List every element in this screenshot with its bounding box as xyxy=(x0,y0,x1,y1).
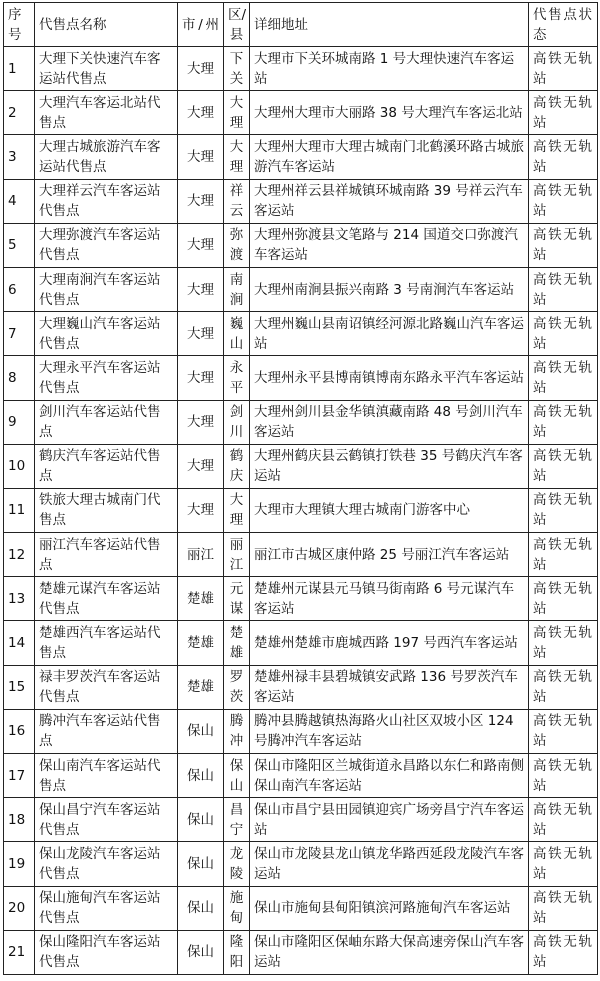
table-row xyxy=(4,312,598,356)
cell-address: 大理市大理镇大理古城南门游客中心 xyxy=(250,488,529,532)
table-row xyxy=(4,400,598,444)
cell-no: 19 xyxy=(4,842,35,886)
cell-status: 高铁无轨站 xyxy=(529,444,598,488)
cell-city: 大理 xyxy=(178,135,224,179)
cell-no: 4 xyxy=(4,179,35,223)
header-no: 序号 xyxy=(4,3,35,47)
table-row xyxy=(4,179,598,223)
cell-address: 楚雄州元谋县元马镇马街南路 6 号元谋汽车客运站 xyxy=(250,577,529,621)
cell-district: 昌宁 xyxy=(224,798,250,842)
cell-status: 高铁无轨站 xyxy=(529,842,598,886)
cell-name: 保山施甸汽车客运站代售点 xyxy=(35,886,178,930)
cell-address: 楚雄州禄丰县碧城镇安武路 136 号罗茨汽车客运站 xyxy=(250,665,529,709)
cell-district: 隆阳 xyxy=(224,930,250,974)
cell-city: 保山 xyxy=(178,930,224,974)
cell-district: 元谋 xyxy=(224,577,250,621)
cell-no: 7 xyxy=(4,312,35,356)
cell-status: 高铁无轨站 xyxy=(529,798,598,842)
cell-name: 大理弥渡汽车客运站代售点 xyxy=(35,223,178,267)
cell-name: 保山隆阳汽车客运站代售点 xyxy=(35,930,178,974)
table-row xyxy=(4,91,598,135)
cell-city: 大理 xyxy=(178,267,224,311)
cell-address: 大理州大理市大理古城南门北鹤溪环路古城旅游汽车客运站 xyxy=(250,135,529,179)
table-row xyxy=(4,135,598,179)
cell-city: 大理 xyxy=(178,400,224,444)
cell-district: 大理 xyxy=(224,91,250,135)
cell-address: 丽江市古城区康仲路 25 号丽江汽车客运站 xyxy=(250,533,529,577)
cell-no: 16 xyxy=(4,709,35,753)
cell-district: 永平 xyxy=(224,356,250,400)
cell-no: 8 xyxy=(4,356,35,400)
cell-district: 丽江 xyxy=(224,533,250,577)
cell-district: 罗茨 xyxy=(224,665,250,709)
cell-city: 保山 xyxy=(178,754,224,798)
table-row xyxy=(4,577,598,621)
table-body xyxy=(4,47,598,975)
cell-name: 大理汽车客运北站代售点 xyxy=(35,91,178,135)
table-row xyxy=(4,842,598,886)
cell-name: 丽江汽车客运站代售点 xyxy=(35,533,178,577)
cell-name: 楚雄元谋汽车客运站代售点 xyxy=(35,577,178,621)
cell-address: 大理州永平县博南镇博南东路永平汽车客运站 xyxy=(250,356,529,400)
cell-city: 大理 xyxy=(178,179,224,223)
table-row xyxy=(4,930,598,974)
table-row xyxy=(4,798,598,842)
cell-district: 下关 xyxy=(224,47,250,91)
cell-name: 大理南涧汽车客运站代售点 xyxy=(35,267,178,311)
cell-address: 大理州鹤庆县云鹤镇打铁巷 35 号鹤庆汽车客运站 xyxy=(250,444,529,488)
cell-district: 剑川 xyxy=(224,400,250,444)
cell-district: 保山 xyxy=(224,754,250,798)
cell-name: 禄丰罗茨汽车客运站代售点 xyxy=(35,665,178,709)
cell-name: 保山昌宁汽车客运站代售点 xyxy=(35,798,178,842)
cell-no: 10 xyxy=(4,444,35,488)
cell-city: 保山 xyxy=(178,709,224,753)
cell-address: 保山市龙陵县龙山镇龙华路西延段龙陵汽车客运站 xyxy=(250,842,529,886)
cell-name: 大理巍山汽车客运站代售点 xyxy=(35,312,178,356)
table-row xyxy=(4,886,598,930)
cell-name: 剑川汽车客运站代售点 xyxy=(35,400,178,444)
table-row xyxy=(4,223,598,267)
cell-no: 20 xyxy=(4,886,35,930)
cell-city: 大理 xyxy=(178,91,224,135)
cell-address: 大理市下关环城南路 1 号大理快速汽车客运站 xyxy=(250,47,529,91)
cell-city: 丽江 xyxy=(178,533,224,577)
cell-no: 3 xyxy=(4,135,35,179)
cell-district: 龙陵 xyxy=(224,842,250,886)
cell-city: 楚雄 xyxy=(178,577,224,621)
cell-district: 祥云 xyxy=(224,179,250,223)
cell-no: 12 xyxy=(4,533,35,577)
cell-name: 大理永平汽车客运站代售点 xyxy=(35,356,178,400)
cell-name: 楚雄西汽车客运站代售点 xyxy=(35,621,178,665)
table-header-row xyxy=(4,3,598,47)
cell-status: 高铁无轨站 xyxy=(529,533,598,577)
cell-no: 14 xyxy=(4,621,35,665)
cell-city: 大理 xyxy=(178,488,224,532)
header-name: 代售点名称 xyxy=(35,3,178,47)
cell-address: 保山市昌宁县田园镇迎宾广场旁昌宁汽车客运站 xyxy=(250,798,529,842)
cell-status: 高铁无轨站 xyxy=(529,754,598,798)
cell-address: 楚雄州楚雄市鹿城西路 197 号西汽车客运站 xyxy=(250,621,529,665)
cell-name: 大理古城旅游汽车客运站代售点 xyxy=(35,135,178,179)
cell-district: 弥渡 xyxy=(224,223,250,267)
cell-name: 铁旅大理古城南门代售点 xyxy=(35,488,178,532)
cell-city: 楚雄 xyxy=(178,621,224,665)
cell-address: 大理州弥渡县文笔路与 214 国道交口弥渡汽车客运站 xyxy=(250,223,529,267)
cell-name: 保山龙陵汽车客运站代售点 xyxy=(35,842,178,886)
cell-district: 大理 xyxy=(224,488,250,532)
cell-status: 高铁无轨站 xyxy=(529,179,598,223)
table-row xyxy=(4,754,598,798)
cell-name: 腾冲汽车客运站代售点 xyxy=(35,709,178,753)
cell-no: 1 xyxy=(4,47,35,91)
cell-no: 15 xyxy=(4,665,35,709)
table-row xyxy=(4,709,598,753)
cell-status: 高铁无轨站 xyxy=(529,135,598,179)
cell-city: 大理 xyxy=(178,47,224,91)
cell-district: 楚雄 xyxy=(224,621,250,665)
cell-address: 大理州巍山县南诏镇经河源北路巍山汽车客运站 xyxy=(250,312,529,356)
ticket-agency-table xyxy=(3,2,598,975)
cell-city: 大理 xyxy=(178,356,224,400)
cell-status: 高铁无轨站 xyxy=(529,709,598,753)
table-row xyxy=(4,488,598,532)
cell-address: 大理州大理市大丽路 38 号大理汽车客运北站 xyxy=(250,91,529,135)
cell-status: 高铁无轨站 xyxy=(529,312,598,356)
cell-name: 鹤庆汽车客运站代售点 xyxy=(35,444,178,488)
cell-district: 施甸 xyxy=(224,886,250,930)
cell-no: 5 xyxy=(4,223,35,267)
cell-no: 6 xyxy=(4,267,35,311)
cell-status: 高铁无轨站 xyxy=(529,930,598,974)
cell-district: 大理 xyxy=(224,135,250,179)
cell-no: 2 xyxy=(4,91,35,135)
cell-city: 保山 xyxy=(178,798,224,842)
cell-address: 大理州南涧县振兴南路 3 号南涧汽车客运站 xyxy=(250,267,529,311)
cell-no: 21 xyxy=(4,930,35,974)
cell-status: 高铁无轨站 xyxy=(529,356,598,400)
cell-no: 11 xyxy=(4,488,35,532)
cell-district: 巍山 xyxy=(224,312,250,356)
cell-city: 大理 xyxy=(178,444,224,488)
header-status: 代售点状态 xyxy=(529,3,598,47)
cell-city: 保山 xyxy=(178,886,224,930)
cell-status: 高铁无轨站 xyxy=(529,400,598,444)
cell-status: 高铁无轨站 xyxy=(529,665,598,709)
cell-district: 鹤庆 xyxy=(224,444,250,488)
cell-address: 保山市隆阳区保岫东路大保高速旁保山汽车客运站 xyxy=(250,930,529,974)
cell-no: 17 xyxy=(4,754,35,798)
table-row xyxy=(4,47,598,91)
cell-city: 保山 xyxy=(178,842,224,886)
table-row xyxy=(4,665,598,709)
cell-address: 腾冲县腾越镇热海路火山社区双坡小区 124 号腾冲汽车客运站 xyxy=(250,709,529,753)
header-address: 详细地址 xyxy=(250,3,529,47)
cell-city: 楚雄 xyxy=(178,665,224,709)
cell-district: 南涧 xyxy=(224,267,250,311)
cell-district: 腾冲 xyxy=(224,709,250,753)
table-row xyxy=(4,356,598,400)
cell-status: 高铁无轨站 xyxy=(529,223,598,267)
cell-name: 大理祥云汽车客运站代售点 xyxy=(35,179,178,223)
table-row xyxy=(4,444,598,488)
cell-address: 大理州剑川县金华镇滇藏南路 48 号剑川汽车客运站 xyxy=(250,400,529,444)
cell-status: 高铁无轨站 xyxy=(529,267,598,311)
cell-no: 9 xyxy=(4,400,35,444)
cell-address: 保山市隆阳区兰城街道永昌路以东仁和路南侧保山南汽车客运站 xyxy=(250,754,529,798)
cell-address: 大理州祥云县祥城镇环城南路 39 号祥云汽车客运站 xyxy=(250,179,529,223)
table-row xyxy=(4,621,598,665)
cell-no: 18 xyxy=(4,798,35,842)
header-city: 市/州 xyxy=(178,3,224,47)
cell-city: 大理 xyxy=(178,223,224,267)
cell-name: 大理下关快速汽车客运站代售点 xyxy=(35,47,178,91)
cell-status: 高铁无轨站 xyxy=(529,577,598,621)
table-row xyxy=(4,533,598,577)
cell-name: 保山南汽车客运站代售点 xyxy=(35,754,178,798)
cell-status: 高铁无轨站 xyxy=(529,886,598,930)
cell-status: 高铁无轨站 xyxy=(529,621,598,665)
cell-status: 高铁无轨站 xyxy=(529,91,598,135)
cell-city: 大理 xyxy=(178,312,224,356)
table-row xyxy=(4,267,598,311)
cell-status: 高铁无轨站 xyxy=(529,47,598,91)
cell-no: 13 xyxy=(4,577,35,621)
cell-address: 保山市施甸县甸阳镇滨河路施甸汽车客运站 xyxy=(250,886,529,930)
header-district: 区/县 xyxy=(224,3,250,47)
cell-status: 高铁无轨站 xyxy=(529,488,598,532)
